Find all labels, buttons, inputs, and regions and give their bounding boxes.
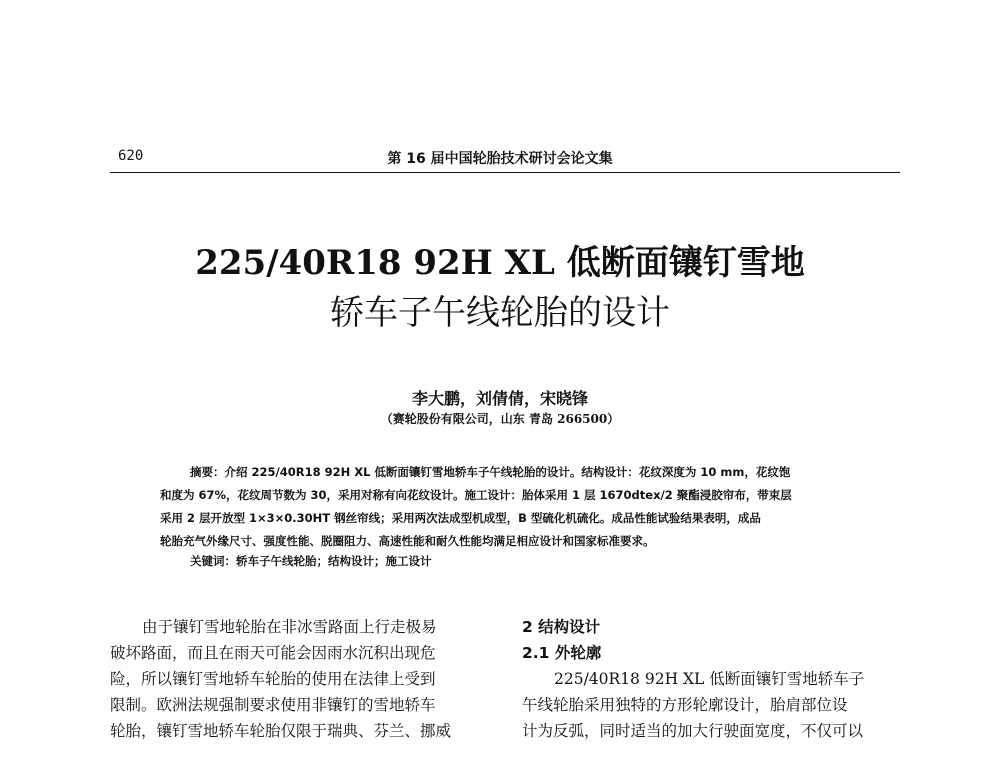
body-line: 计为反弧，同时适当的加大行驶面宽度，不仅可以: [522, 722, 864, 740]
body-line: 由于镶钉雪地轮胎在非冰雪路面上行走极易: [142, 618, 437, 636]
section-heading: 2 结构设计: [522, 618, 601, 636]
affiliation: （赛轮股份有限公司，山东 青岛 266500）: [380, 412, 620, 426]
abstract: [160, 461, 860, 553]
body-line: 破坏路面，而且在雨天可能会因雨水沉积出现危: [110, 644, 436, 662]
page-number: 620: [118, 148, 144, 164]
abstract-line: 轮胎充气外缘尺寸、强度性能、脱圈阻力、高速性能和耐久性能均满足相应设计和国家标准要求。: [160, 534, 655, 548]
body-line: 限制。欧洲法规强制要求使用非镶钉的雪地轿车: [110, 696, 436, 714]
abstract-line: 和度为 67%，花纹周节数为 30，采用对称有向花纹设计。施工设计：胎体采用 1 层 1670dtex/2 聚酯浸胶帘布，带束层: [160, 488, 792, 502]
running-title: 第 16 届中国轮胎技术研讨会论文集: [387, 151, 613, 167]
author-list: 李大鹏，刘倩倩，宋晓锋: [411, 389, 588, 408]
body-column-right: [522, 614, 902, 744]
paper-title: [0, 238, 1000, 338]
subsection-heading: 2.1 外轮廓: [522, 644, 602, 662]
title-line-1: 225/40R18 92H XL 低断面镶钉雪地: [195, 243, 805, 283]
body-column-left: [110, 614, 490, 744]
body-line: 午线轮胎采用独特的方形轮廓设计，胎肩部位设: [522, 696, 848, 714]
header-rule: [110, 172, 900, 173]
body-line: 险，所以镶钉雪地轿车轮胎的使用在法律上受到: [110, 670, 436, 688]
title-line-2: 轿车子午线轮胎的设计: [330, 293, 670, 333]
abstract-line: 采用 2 层开放型 1×3×0.30HT 钢丝帘线；采用两次法成型机成型，B 型硫化机硫化。成品性能试验结果表明，成品: [160, 511, 761, 525]
abstract-line: 摘要：介绍 225/40R18 92H XL 低断面镶钉雪地轿车子午线轮胎的设计。结构设计：花纹深度为 10 mm，花纹饱: [190, 465, 791, 479]
body-line: 轮胎，镶钉雪地轿车轮胎仅限于瑞典、芬兰、挪威: [110, 722, 452, 740]
keywords: 关键词：轿车子午线轮胎；结构设计；施工设计: [190, 554, 432, 568]
body-line: 225/40R18 92H XL 低断面镶钉雪地轿车子: [554, 670, 865, 688]
